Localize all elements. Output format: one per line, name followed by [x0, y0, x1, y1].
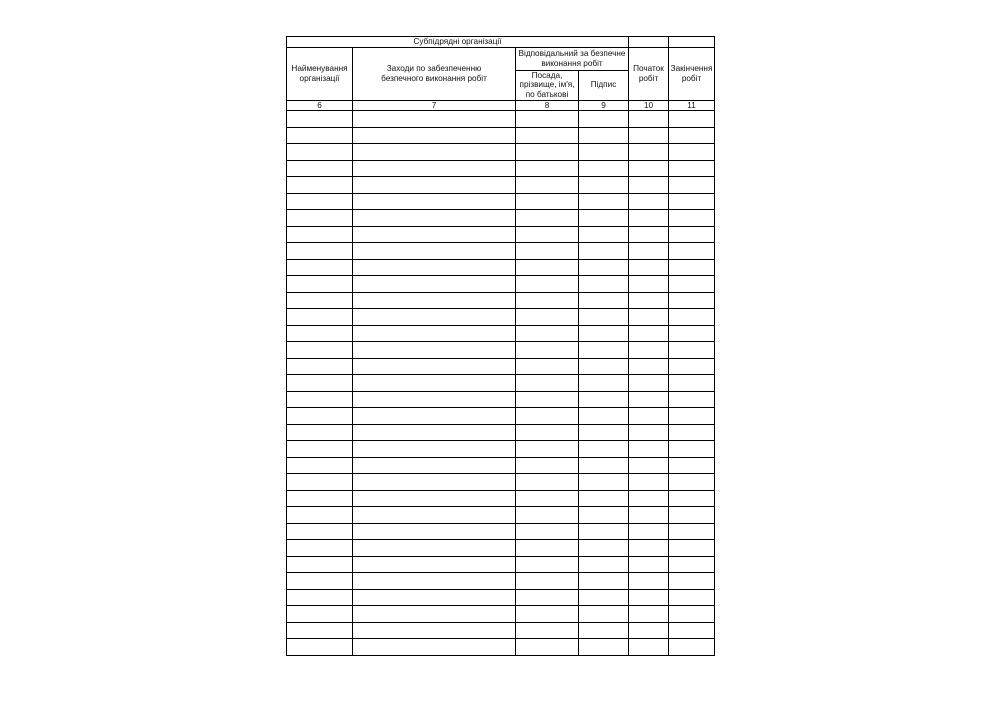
table-row	[287, 457, 715, 474]
empty-entry-cell[interactable]	[579, 556, 629, 573]
empty-entry-cell[interactable]	[353, 358, 516, 375]
empty-entry-cell[interactable]	[516, 573, 579, 590]
empty-entry-cell[interactable]	[669, 375, 715, 392]
table-row	[287, 606, 715, 623]
empty-entry-cell[interactable]	[287, 457, 353, 474]
table-row	[287, 639, 715, 656]
empty-entry-cell[interactable]	[287, 639, 353, 656]
end-header: Закінчення робіт	[670, 64, 713, 83]
empty-entry-cell[interactable]	[287, 424, 353, 441]
empty-entry-cell[interactable]	[287, 540, 353, 557]
empty-entry-cell[interactable]	[287, 589, 353, 606]
empty-entry-cell[interactable]	[629, 408, 669, 425]
empty-entry-cell[interactable]	[629, 507, 669, 524]
empty-entry-cell[interactable]	[516, 556, 579, 573]
empty-entry-cell[interactable]	[516, 276, 579, 293]
empty-entry-cell[interactable]	[669, 144, 715, 161]
empty-entry-cell[interactable]	[516, 606, 579, 623]
empty-entry-cell[interactable]	[353, 309, 516, 326]
empty-entry-cell[interactable]	[516, 292, 579, 309]
table-row	[287, 408, 715, 425]
measures-header: Заходи по забезпеченню безпечного виконання робіт	[381, 64, 487, 83]
empty-entry-cell[interactable]	[579, 127, 629, 144]
empty-entry-cell[interactable]	[353, 622, 516, 639]
empty-entry-cell[interactable]	[287, 490, 353, 507]
empty-entry-cell[interactable]	[579, 177, 629, 194]
empty-entry-cell[interactable]	[353, 523, 516, 540]
empty-entry-cell[interactable]	[287, 523, 353, 540]
table-row	[287, 523, 715, 540]
empty-entry-cell[interactable]	[579, 441, 629, 458]
empty-entry-cell[interactable]	[579, 358, 629, 375]
empty-entry-cell[interactable]	[669, 391, 715, 408]
empty-entry-cell[interactable]	[287, 111, 353, 128]
empty-entry-cell[interactable]	[353, 606, 516, 623]
empty-entry-cell[interactable]	[629, 457, 669, 474]
empty-entry-cell[interactable]	[287, 507, 353, 524]
column-number: 10	[629, 100, 669, 111]
empty-entry-cell[interactable]	[287, 160, 353, 177]
empty-entry-cell[interactable]	[629, 556, 669, 573]
empty-entry-cell[interactable]	[669, 226, 715, 243]
empty-entry-cell[interactable]	[287, 358, 353, 375]
empty-entry-cell[interactable]	[579, 243, 629, 260]
empty-entry-cell[interactable]	[287, 342, 353, 359]
empty-entry-cell[interactable]	[579, 276, 629, 293]
empty-entry-cell[interactable]	[579, 325, 629, 342]
column-number: 8	[516, 100, 579, 111]
empty-entry-cell[interactable]	[629, 111, 669, 128]
empty-entry-cell[interactable]	[629, 127, 669, 144]
table-row	[287, 507, 715, 524]
empty-entry-cell[interactable]	[353, 127, 516, 144]
empty-entry-cell[interactable]	[579, 540, 629, 557]
empty-entry-cell[interactable]	[669, 540, 715, 557]
empty-entry-cell[interactable]	[629, 358, 669, 375]
group-title: Субпідрядні організації	[413, 37, 502, 46]
empty-entry-cell[interactable]	[287, 144, 353, 161]
table-row	[287, 127, 715, 144]
empty-entry-cell[interactable]	[287, 622, 353, 639]
column-number: 11	[669, 100, 715, 111]
empty-entry-cell[interactable]	[287, 177, 353, 194]
empty-entry-cell[interactable]	[629, 177, 669, 194]
empty-entry-cell[interactable]	[353, 556, 516, 573]
responsible-header: Відповідальний за безпечне виконання робіт	[518, 49, 626, 68]
empty-entry-cell[interactable]	[579, 309, 629, 326]
empty-entry-cell[interactable]	[516, 490, 579, 507]
empty-entry-cell[interactable]	[353, 375, 516, 392]
empty-entry-cell[interactable]	[629, 622, 669, 639]
empty-entry-cell[interactable]	[353, 474, 516, 491]
empty-entry-cell[interactable]	[516, 111, 579, 128]
empty-entry-cell[interactable]	[669, 441, 715, 458]
empty-entry-cell[interactable]	[669, 573, 715, 590]
empty-entry-cell[interactable]	[629, 243, 669, 260]
empty-entry-cell[interactable]	[669, 243, 715, 260]
empty-entry-cell[interactable]	[516, 589, 579, 606]
empty-entry-cell[interactable]	[669, 193, 715, 210]
empty-entry-cell[interactable]	[516, 243, 579, 260]
empty-entry-cell[interactable]	[287, 127, 353, 144]
empty-entry-cell[interactable]	[516, 457, 579, 474]
table-row	[287, 160, 715, 177]
empty-entry-cell[interactable]	[629, 160, 669, 177]
empty-entry-cell[interactable]	[516, 325, 579, 342]
empty-entry-cell[interactable]	[287, 226, 353, 243]
table-row	[287, 358, 715, 375]
empty-entry-cell[interactable]	[353, 243, 516, 260]
table-row	[287, 441, 715, 458]
empty-entry-cell[interactable]	[353, 342, 516, 359]
subcontractor-safety-table	[286, 36, 715, 656]
empty-entry-cell[interactable]	[629, 424, 669, 441]
empty-entry-cell[interactable]	[516, 424, 579, 441]
empty-entry-cell[interactable]	[629, 342, 669, 359]
empty-entry-cell[interactable]	[669, 325, 715, 342]
empty-entry-cell[interactable]	[669, 210, 715, 227]
empty-entry-cell[interactable]	[579, 160, 629, 177]
empty-entry-cell[interactable]	[629, 193, 669, 210]
empty-entry-cell[interactable]	[669, 589, 715, 606]
empty-entry-cell[interactable]	[516, 127, 579, 144]
empty-entry-cell[interactable]	[629, 606, 669, 623]
empty-entry-cell[interactable]	[579, 589, 629, 606]
empty-entry-cell[interactable]	[516, 408, 579, 425]
table-row	[287, 144, 715, 161]
empty-entry-cell[interactable]	[669, 358, 715, 375]
empty-entry-cell[interactable]	[579, 639, 629, 656]
empty-entry-cell[interactable]	[629, 490, 669, 507]
signature-header: Підпис	[590, 80, 617, 90]
table-row	[287, 342, 715, 359]
empty-entry-cell[interactable]	[287, 292, 353, 309]
empty-entry-cell[interactable]	[516, 474, 579, 491]
empty-entry-cell[interactable]	[629, 226, 669, 243]
empty-entry-cell[interactable]	[353, 408, 516, 425]
empty-entry-cell[interactable]	[353, 457, 516, 474]
org-name-header-cell	[287, 47, 353, 100]
empty-entry-cell[interactable]	[669, 507, 715, 524]
table-row	[287, 474, 715, 491]
empty-entry-cell[interactable]	[669, 342, 715, 359]
empty-entry-cell[interactable]	[629, 391, 669, 408]
empty-entry-cell[interactable]	[287, 193, 353, 210]
empty-entry-cell[interactable]	[579, 424, 629, 441]
table-row	[287, 622, 715, 639]
empty-entry-cell[interactable]	[669, 457, 715, 474]
table-row	[287, 424, 715, 441]
empty-entry-cell[interactable]	[669, 259, 715, 276]
empty-entry-cell[interactable]	[516, 210, 579, 227]
empty-entry-cell[interactable]	[579, 606, 629, 623]
empty-entry-cell[interactable]	[669, 556, 715, 573]
empty-entry-cell[interactable]	[579, 408, 629, 425]
header-row-1	[287, 47, 715, 70]
column-number: 9	[579, 100, 629, 111]
column-number: 7	[353, 100, 516, 111]
measures-header-cell	[353, 47, 516, 100]
empty-entry-cell[interactable]	[516, 540, 579, 557]
empty-entry-cell[interactable]	[353, 292, 516, 309]
empty-entry-cell[interactable]	[629, 259, 669, 276]
empty-entry-cell[interactable]	[629, 573, 669, 590]
empty-entry-cell[interactable]	[669, 523, 715, 540]
empty-entry-cell[interactable]	[579, 111, 629, 128]
empty-entry-cell[interactable]	[579, 259, 629, 276]
empty-entry-cell[interactable]	[579, 457, 629, 474]
empty-entry-cell[interactable]	[516, 358, 579, 375]
empty-entry-cell[interactable]	[669, 111, 715, 128]
empty-entry-cell[interactable]	[287, 259, 353, 276]
empty-entry-cell[interactable]	[516, 375, 579, 392]
empty-entry-cell[interactable]	[516, 523, 579, 540]
table-row	[287, 276, 715, 293]
empty-entry-cell[interactable]	[516, 177, 579, 194]
empty-entry-cell[interactable]	[629, 523, 669, 540]
table-row	[287, 573, 715, 590]
column-number-row	[287, 100, 715, 111]
empty-entry-cell[interactable]	[579, 523, 629, 540]
empty-entry-cell[interactable]	[629, 325, 669, 342]
empty-entry-cell[interactable]	[287, 606, 353, 623]
empty-entry-cell[interactable]	[516, 226, 579, 243]
empty-entry-cell[interactable]	[669, 490, 715, 507]
empty-entry-cell[interactable]	[579, 490, 629, 507]
empty-entry-cell[interactable]	[516, 309, 579, 326]
empty-entry-cell[interactable]	[516, 622, 579, 639]
table-row	[287, 292, 715, 309]
empty-entry-cell[interactable]	[353, 177, 516, 194]
empty-top-cell	[669, 37, 715, 48]
empty-entry-cell[interactable]	[353, 259, 516, 276]
empty-entry-cell[interactable]	[579, 342, 629, 359]
empty-entry-cell[interactable]	[579, 507, 629, 524]
empty-entry-cell[interactable]	[287, 441, 353, 458]
empty-entry-cell[interactable]	[516, 639, 579, 656]
empty-entry-cell[interactable]	[669, 160, 715, 177]
empty-entry-cell[interactable]	[353, 391, 516, 408]
signature-header-cell	[579, 70, 629, 100]
empty-entry-cell[interactable]	[516, 391, 579, 408]
table-row	[287, 193, 715, 210]
empty-entry-cell[interactable]	[353, 490, 516, 507]
empty-entry-cell[interactable]	[516, 160, 579, 177]
empty-entry-cell[interactable]	[516, 144, 579, 161]
empty-entry-cell[interactable]	[629, 309, 669, 326]
empty-entry-cell[interactable]	[287, 325, 353, 342]
table-row	[287, 243, 715, 260]
empty-entry-cell[interactable]	[629, 441, 669, 458]
empty-entry-cell[interactable]	[579, 292, 629, 309]
empty-entry-cell[interactable]	[629, 589, 669, 606]
empty-entry-cell[interactable]	[287, 391, 353, 408]
empty-entry-cell[interactable]	[629, 540, 669, 557]
empty-entry-cell[interactable]	[353, 441, 516, 458]
table-row	[287, 540, 715, 557]
empty-entry-cell[interactable]	[353, 639, 516, 656]
empty-entry-cell[interactable]	[669, 276, 715, 293]
empty-entry-cell[interactable]	[579, 474, 629, 491]
empty-entry-cell[interactable]	[669, 177, 715, 194]
empty-entry-cell[interactable]	[579, 193, 629, 210]
end-header-cell	[669, 47, 715, 100]
empty-entry-cell[interactable]	[287, 375, 353, 392]
empty-entry-cell[interactable]	[287, 210, 353, 227]
empty-entry-cell[interactable]	[353, 210, 516, 227]
empty-entry-cell[interactable]	[353, 424, 516, 441]
empty-entry-cell[interactable]	[669, 606, 715, 623]
group-title-cell	[287, 37, 629, 48]
empty-entry-cell[interactable]	[669, 408, 715, 425]
empty-entry-cell[interactable]	[579, 391, 629, 408]
empty-entry-cell[interactable]	[629, 292, 669, 309]
table-row	[287, 111, 715, 128]
empty-entry-cell[interactable]	[629, 375, 669, 392]
table-row	[287, 177, 715, 194]
empty-entry-cell[interactable]	[353, 111, 516, 128]
table-row	[287, 375, 715, 392]
empty-entry-cell[interactable]	[579, 375, 629, 392]
empty-entry-cell[interactable]	[579, 210, 629, 227]
empty-entry-cell[interactable]	[287, 573, 353, 590]
empty-entry-cell[interactable]	[516, 193, 579, 210]
table-row	[287, 226, 715, 243]
start-header: Початок робіт	[633, 64, 664, 83]
empty-entry-cell[interactable]	[353, 276, 516, 293]
empty-entry-cell[interactable]	[629, 144, 669, 161]
empty-entry-cell[interactable]	[579, 573, 629, 590]
org-name-header: Найменування організації	[291, 64, 348, 83]
table-row	[287, 309, 715, 326]
empty-entry-cell[interactable]	[287, 474, 353, 491]
position-name-header-cell	[516, 70, 579, 100]
empty-entry-cell[interactable]	[353, 160, 516, 177]
empty-entry-cell[interactable]	[287, 556, 353, 573]
empty-entry-cell[interactable]	[353, 507, 516, 524]
empty-entry-cell[interactable]	[669, 127, 715, 144]
empty-entry-cell[interactable]	[516, 342, 579, 359]
empty-entry-cell[interactable]	[353, 589, 516, 606]
empty-entry-cell[interactable]	[669, 622, 715, 639]
position-name-header: Посада, прізвище, ім'я, по батькові	[519, 70, 575, 99]
empty-entry-cell[interactable]	[669, 639, 715, 656]
empty-entry-cell[interactable]	[579, 144, 629, 161]
empty-entry-cell[interactable]	[669, 474, 715, 491]
empty-entry-cell[interactable]	[629, 639, 669, 656]
empty-entry-cell[interactable]	[287, 243, 353, 260]
empty-top-cell	[629, 37, 669, 48]
table-row	[287, 490, 715, 507]
empty-entry-cell[interactable]	[287, 408, 353, 425]
empty-entry-cell[interactable]	[669, 292, 715, 309]
empty-entry-cell[interactable]	[669, 309, 715, 326]
empty-entry-cell[interactable]	[516, 259, 579, 276]
group-title-row	[287, 37, 715, 48]
table-row	[287, 556, 715, 573]
table-row	[287, 210, 715, 227]
empty-entry-cell[interactable]	[516, 507, 579, 524]
empty-entry-cell[interactable]	[516, 441, 579, 458]
empty-entry-cell[interactable]	[579, 622, 629, 639]
empty-entry-cell[interactable]	[353, 573, 516, 590]
empty-entry-cell[interactable]	[669, 424, 715, 441]
empty-entry-cell[interactable]	[629, 474, 669, 491]
empty-entry-cell[interactable]	[353, 193, 516, 210]
empty-entry-cell[interactable]	[629, 276, 669, 293]
start-header-cell	[629, 47, 669, 100]
empty-entry-cell[interactable]	[287, 309, 353, 326]
empty-entry-cell[interactable]	[579, 226, 629, 243]
table-row	[287, 391, 715, 408]
table-row	[287, 589, 715, 606]
empty-entry-cell[interactable]	[353, 325, 516, 342]
empty-entry-cell[interactable]	[353, 226, 516, 243]
empty-entry-cell[interactable]	[287, 276, 353, 293]
empty-entry-cell[interactable]	[353, 540, 516, 557]
empty-entry-cell[interactable]	[629, 210, 669, 227]
table-row	[287, 259, 715, 276]
table-row	[287, 325, 715, 342]
column-number: 6	[287, 100, 353, 111]
empty-entry-cell[interactable]	[353, 144, 516, 161]
responsible-header-cell	[516, 47, 629, 70]
